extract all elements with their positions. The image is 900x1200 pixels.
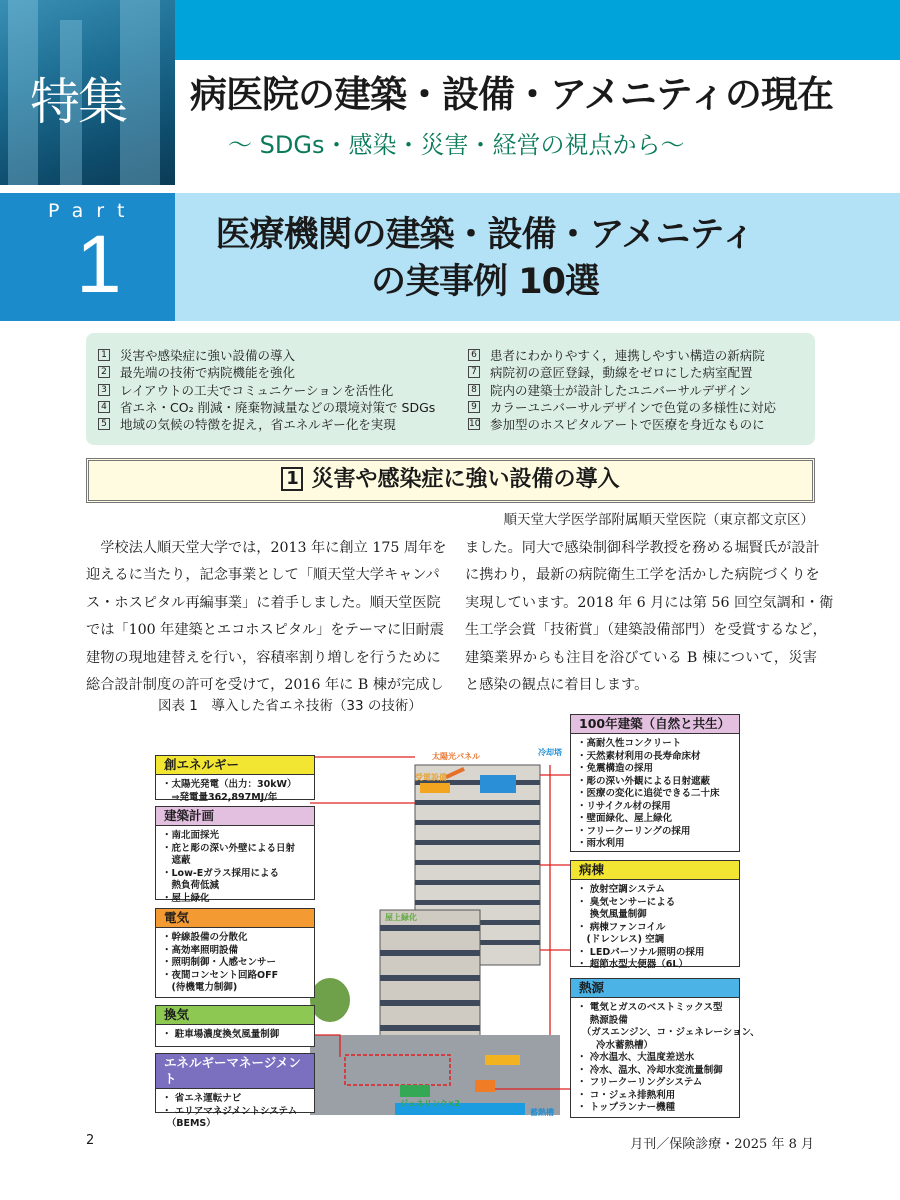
figure-box-item: ・彫の深い外観による日射遮蔽 xyxy=(577,775,711,787)
label-thermal-tank: 蓄熱槽 xyxy=(530,1108,554,1117)
figure-box-item: ・ 駐車場濃度換気風量制御 xyxy=(162,1029,280,1040)
figure-box-sou xyxy=(155,755,315,803)
toc-left-column xyxy=(98,347,435,433)
figure-box-item: 換気風量制御 xyxy=(577,909,647,920)
toc-text: 最先端の技術で病院機能を強化 xyxy=(120,365,296,381)
figure-box-title: 建築計画 xyxy=(156,807,314,826)
subtitle: ～ SDGs・感染・災害・経営の視点から～ xyxy=(228,131,685,159)
figure-box-title: エネルギーマネージメント xyxy=(156,1054,314,1089)
figure-box-body xyxy=(571,998,760,1119)
building-illustration xyxy=(310,735,575,1125)
figure-box-item: ・太陽光発電（出力：30kW） xyxy=(162,779,297,790)
body-line: 実現しています。2018 年 6 月には第 56 回空気調和・衛 xyxy=(465,594,834,611)
label-cooling-tower: 冷却塔 xyxy=(538,748,562,757)
substation xyxy=(420,783,450,793)
body-line: 生工学会賞「技術賞」（建築設備部門）を受賞するなど， xyxy=(465,622,827,639)
toc-item xyxy=(98,382,435,399)
label-solar-panel: 太陽光パネル xyxy=(432,752,480,761)
figure-box-netsugen xyxy=(570,978,760,1118)
figure-box-title: 100年建築（自然と共生） xyxy=(571,715,739,734)
figure-box-item: ・雨水利用 xyxy=(577,838,625,849)
figure-box-item: ・ 病棟ファンコイル xyxy=(577,921,666,933)
toc-text: 参加型のホスピタルアートで医療を身近なものに xyxy=(490,417,765,433)
toc-text: 院内の建築士が設計したユニバーサルデザイン xyxy=(490,382,752,398)
toc-item xyxy=(98,347,435,364)
body-line: 総合設計制度の許可を受けて，2016 年に B 棟が完成し xyxy=(86,677,444,694)
part-number: 1 xyxy=(76,219,122,310)
figure-box-item: ・ 冷水温水、大温度差送水 xyxy=(577,1052,695,1063)
figure-box-item: ・免震構造の採用 xyxy=(577,763,654,774)
figure-box-item: ・夜間コンセント回路OFF xyxy=(162,969,279,981)
section-title: 災害や感染症に強い設備の導入 xyxy=(311,467,620,492)
figure-box-item: ・ エリアマネジメントシステム xyxy=(162,1105,298,1117)
tree xyxy=(310,978,350,1022)
figure-box-item: ・リサイクル材の採用 xyxy=(577,800,671,812)
section-number: 1 xyxy=(281,467,303,491)
toc-text: 省エネ・CO₂ 削減・廃棄物減量などの環境対策で SDGs xyxy=(120,399,436,415)
toc-number: 10 xyxy=(469,419,481,430)
figure-box-body xyxy=(156,826,314,909)
figure-box-item: ・幹線設備の分散化 xyxy=(162,932,248,943)
body-line: 迎えるに当たり，記念事業として「順天堂大学キャンパ xyxy=(86,567,440,584)
page-number: 2 xyxy=(86,1133,95,1148)
figure-box-item: ・医療の変化に追従できる二十床 xyxy=(577,788,720,799)
figure-box-item: ・高効率照明設備 xyxy=(162,944,239,956)
figure-box-item: 遮蔽 xyxy=(162,855,191,866)
figure-caption: 図表 1 導入した省エネ技術（33 の技術） xyxy=(158,698,422,714)
body-line: ス・ホスピタル再編事業」に着手しました。順天堂医院 xyxy=(86,594,441,611)
part-title-line: の実事例 10選 xyxy=(371,262,599,302)
body-line: ました。同大で感染制御科学教授を務める堀賢氏が設計 xyxy=(465,540,820,556)
top-bar xyxy=(175,0,900,60)
toc-number: 7 xyxy=(468,366,480,378)
figure-box-item: ・ 電気とガスのベストミックス型 xyxy=(577,1002,723,1013)
figure-box-title: 病棟 xyxy=(571,861,739,880)
figure-box-title: 創エネルギー xyxy=(156,756,314,775)
figure-box-title: 熱源 xyxy=(571,979,739,998)
body-column-left xyxy=(86,535,447,699)
main-title: 病医院の建築・設備・アメニティの現在 xyxy=(190,73,833,116)
cooling-tower xyxy=(480,775,516,793)
figure-box-body xyxy=(156,775,314,808)
toc-number: 9 xyxy=(468,401,480,413)
figure-box-title: 電気 xyxy=(156,909,314,928)
figure-box-item: 熱負荷低減 xyxy=(162,880,220,891)
figure-box-item: （ガスエンジン、コ・ジェネレーション、 xyxy=(577,1027,760,1038)
toc-text: 災害や感染症に強い設備の導入 xyxy=(120,348,296,363)
toc-item xyxy=(468,364,776,381)
figure-box-item: 熱源設備 xyxy=(577,1014,628,1026)
body-line: に携わり，最新の病院衛生工学を活かした病院づくりを xyxy=(465,567,820,584)
figure-box-item: ・ フリークーリングシステム xyxy=(577,1077,703,1088)
figure-box-item: ⇒発電量362,897MJ/年 xyxy=(162,791,278,803)
figure-box-ems xyxy=(155,1053,315,1129)
figure-box-title: 換気 xyxy=(156,1006,314,1025)
table-of-contents xyxy=(86,333,815,445)
figure-box-item: （BEMS） xyxy=(162,1118,216,1129)
figure-box-item: ・ 冷水、温水、冷却水変流量制御 xyxy=(577,1064,723,1076)
figure-box-item: ・ 放射空調システム xyxy=(577,884,665,895)
figure-box-item: ・ 臭気センサーによる xyxy=(577,896,676,908)
journal-footer: 月刊／保険診療・2025 年 8 月 xyxy=(630,1137,814,1152)
feature-label: 特集 xyxy=(30,73,126,131)
figure-box-body xyxy=(571,734,739,855)
section-heading xyxy=(86,458,815,503)
toc-text: 患者にわかりやすく，連携しやすい構造の新病院 xyxy=(490,348,765,363)
figure-box-body xyxy=(156,928,314,999)
toc-text: カラーユニバーサルデザインで色覚の多様性に対応 xyxy=(490,399,777,415)
figure-box-hyaku xyxy=(570,714,740,852)
toc-number: 5 xyxy=(98,418,110,430)
figure-box-item: 冷水蓄熱槽） xyxy=(577,1039,654,1051)
toc-item xyxy=(468,399,776,416)
figure-box-item: ・Low-Eガラス採用による xyxy=(162,867,280,879)
figure-box-item: ・ コ・ジェネ排熱利用 xyxy=(577,1089,676,1101)
figure-box-item: ・南北面採光 xyxy=(162,830,220,841)
figure-box-item: (待機電力制御) xyxy=(162,982,238,993)
figure-box-item: ・ 省エネ運転ナビ xyxy=(162,1093,242,1104)
body-line: 学校法人順天堂大学では，2013 年に創立 175 周年を xyxy=(86,540,447,556)
toc-number: 3 xyxy=(98,384,110,396)
toc-item xyxy=(468,382,776,399)
toc-item xyxy=(468,347,776,364)
figure-box-byoto xyxy=(570,860,740,970)
toc-number: 6 xyxy=(468,349,480,361)
label-genelink: ジェネリンク×2 xyxy=(400,1099,460,1108)
figure-box-item: ・照明制御・人感センサー xyxy=(162,957,277,968)
figure-box-item: ・天然素材利用の長寿命床材 xyxy=(577,750,701,762)
part-label: Part xyxy=(48,200,138,222)
body-line: 建築業界からも注目を浴びている B 棟について，災害 xyxy=(465,649,817,666)
toc-right-column xyxy=(468,347,776,433)
part-title-line: 医療機関の建築・設備・アメニティ xyxy=(215,215,755,255)
toc-number: 2 xyxy=(98,366,110,378)
figure-box-body xyxy=(156,1025,314,1046)
toc-number: 1 xyxy=(98,349,110,361)
figure-box-item: ・ トップランナー機種 xyxy=(577,1102,676,1113)
figure-box-denki xyxy=(155,908,315,998)
toc-item xyxy=(98,364,435,381)
figure-box-item: ・壁面緑化、屋上緑化 xyxy=(577,813,673,824)
figure-box-item: ・庇と彫の深い外壁による日射 xyxy=(162,842,296,854)
figure-box-item: ・屋上緑化 xyxy=(162,892,210,904)
figure-box-item: ・ LEDパーソナル照明の採用 xyxy=(577,946,705,958)
toc-number: 4 xyxy=(98,401,110,413)
toc-text: レイアウトの工夫でコミュニケーションを活性化 xyxy=(120,382,394,398)
hospital-name: 順天堂大学医学部附属順天堂医院（東京都文京区） xyxy=(503,512,814,528)
figure-box-item: (ドレンレス) 空調 xyxy=(577,934,665,945)
figure-box-item: ・高耐久性コンクリート xyxy=(577,738,682,749)
toc-text: 地域の気候の特徴を捉え，省エネルギー化を実現 xyxy=(120,417,396,433)
body-line: では「100 年建築とエコホスピタル」をテーマに旧耐震 xyxy=(86,622,444,639)
figure-box-item: ・ 超節水型大便器（6L） xyxy=(577,959,688,970)
toc-number: 8 xyxy=(468,384,480,396)
toc-item xyxy=(468,416,776,433)
part-title xyxy=(175,212,795,306)
body-line: 建物の現地建替えを行い，容積率割り増しを行うために xyxy=(86,649,441,666)
toc-item xyxy=(98,399,435,416)
toc-item xyxy=(98,416,435,433)
figure-box-body xyxy=(571,880,739,976)
figure-box-body xyxy=(156,1089,314,1135)
figure-box-kanki xyxy=(155,1005,315,1047)
figure-box-kenchiku xyxy=(155,806,315,904)
label-substation: 受電設備 xyxy=(415,773,447,782)
body-line: と感染の観点に着目します。 xyxy=(465,677,649,694)
label-rooftop-green: 屋上緑化 xyxy=(385,913,417,922)
figure-box-item: ・フリークーリングの採用 xyxy=(577,825,691,837)
body-column-right xyxy=(465,535,834,699)
toc-text: 病院初の意匠登録，動線をゼロにした病室配置 xyxy=(490,365,753,381)
